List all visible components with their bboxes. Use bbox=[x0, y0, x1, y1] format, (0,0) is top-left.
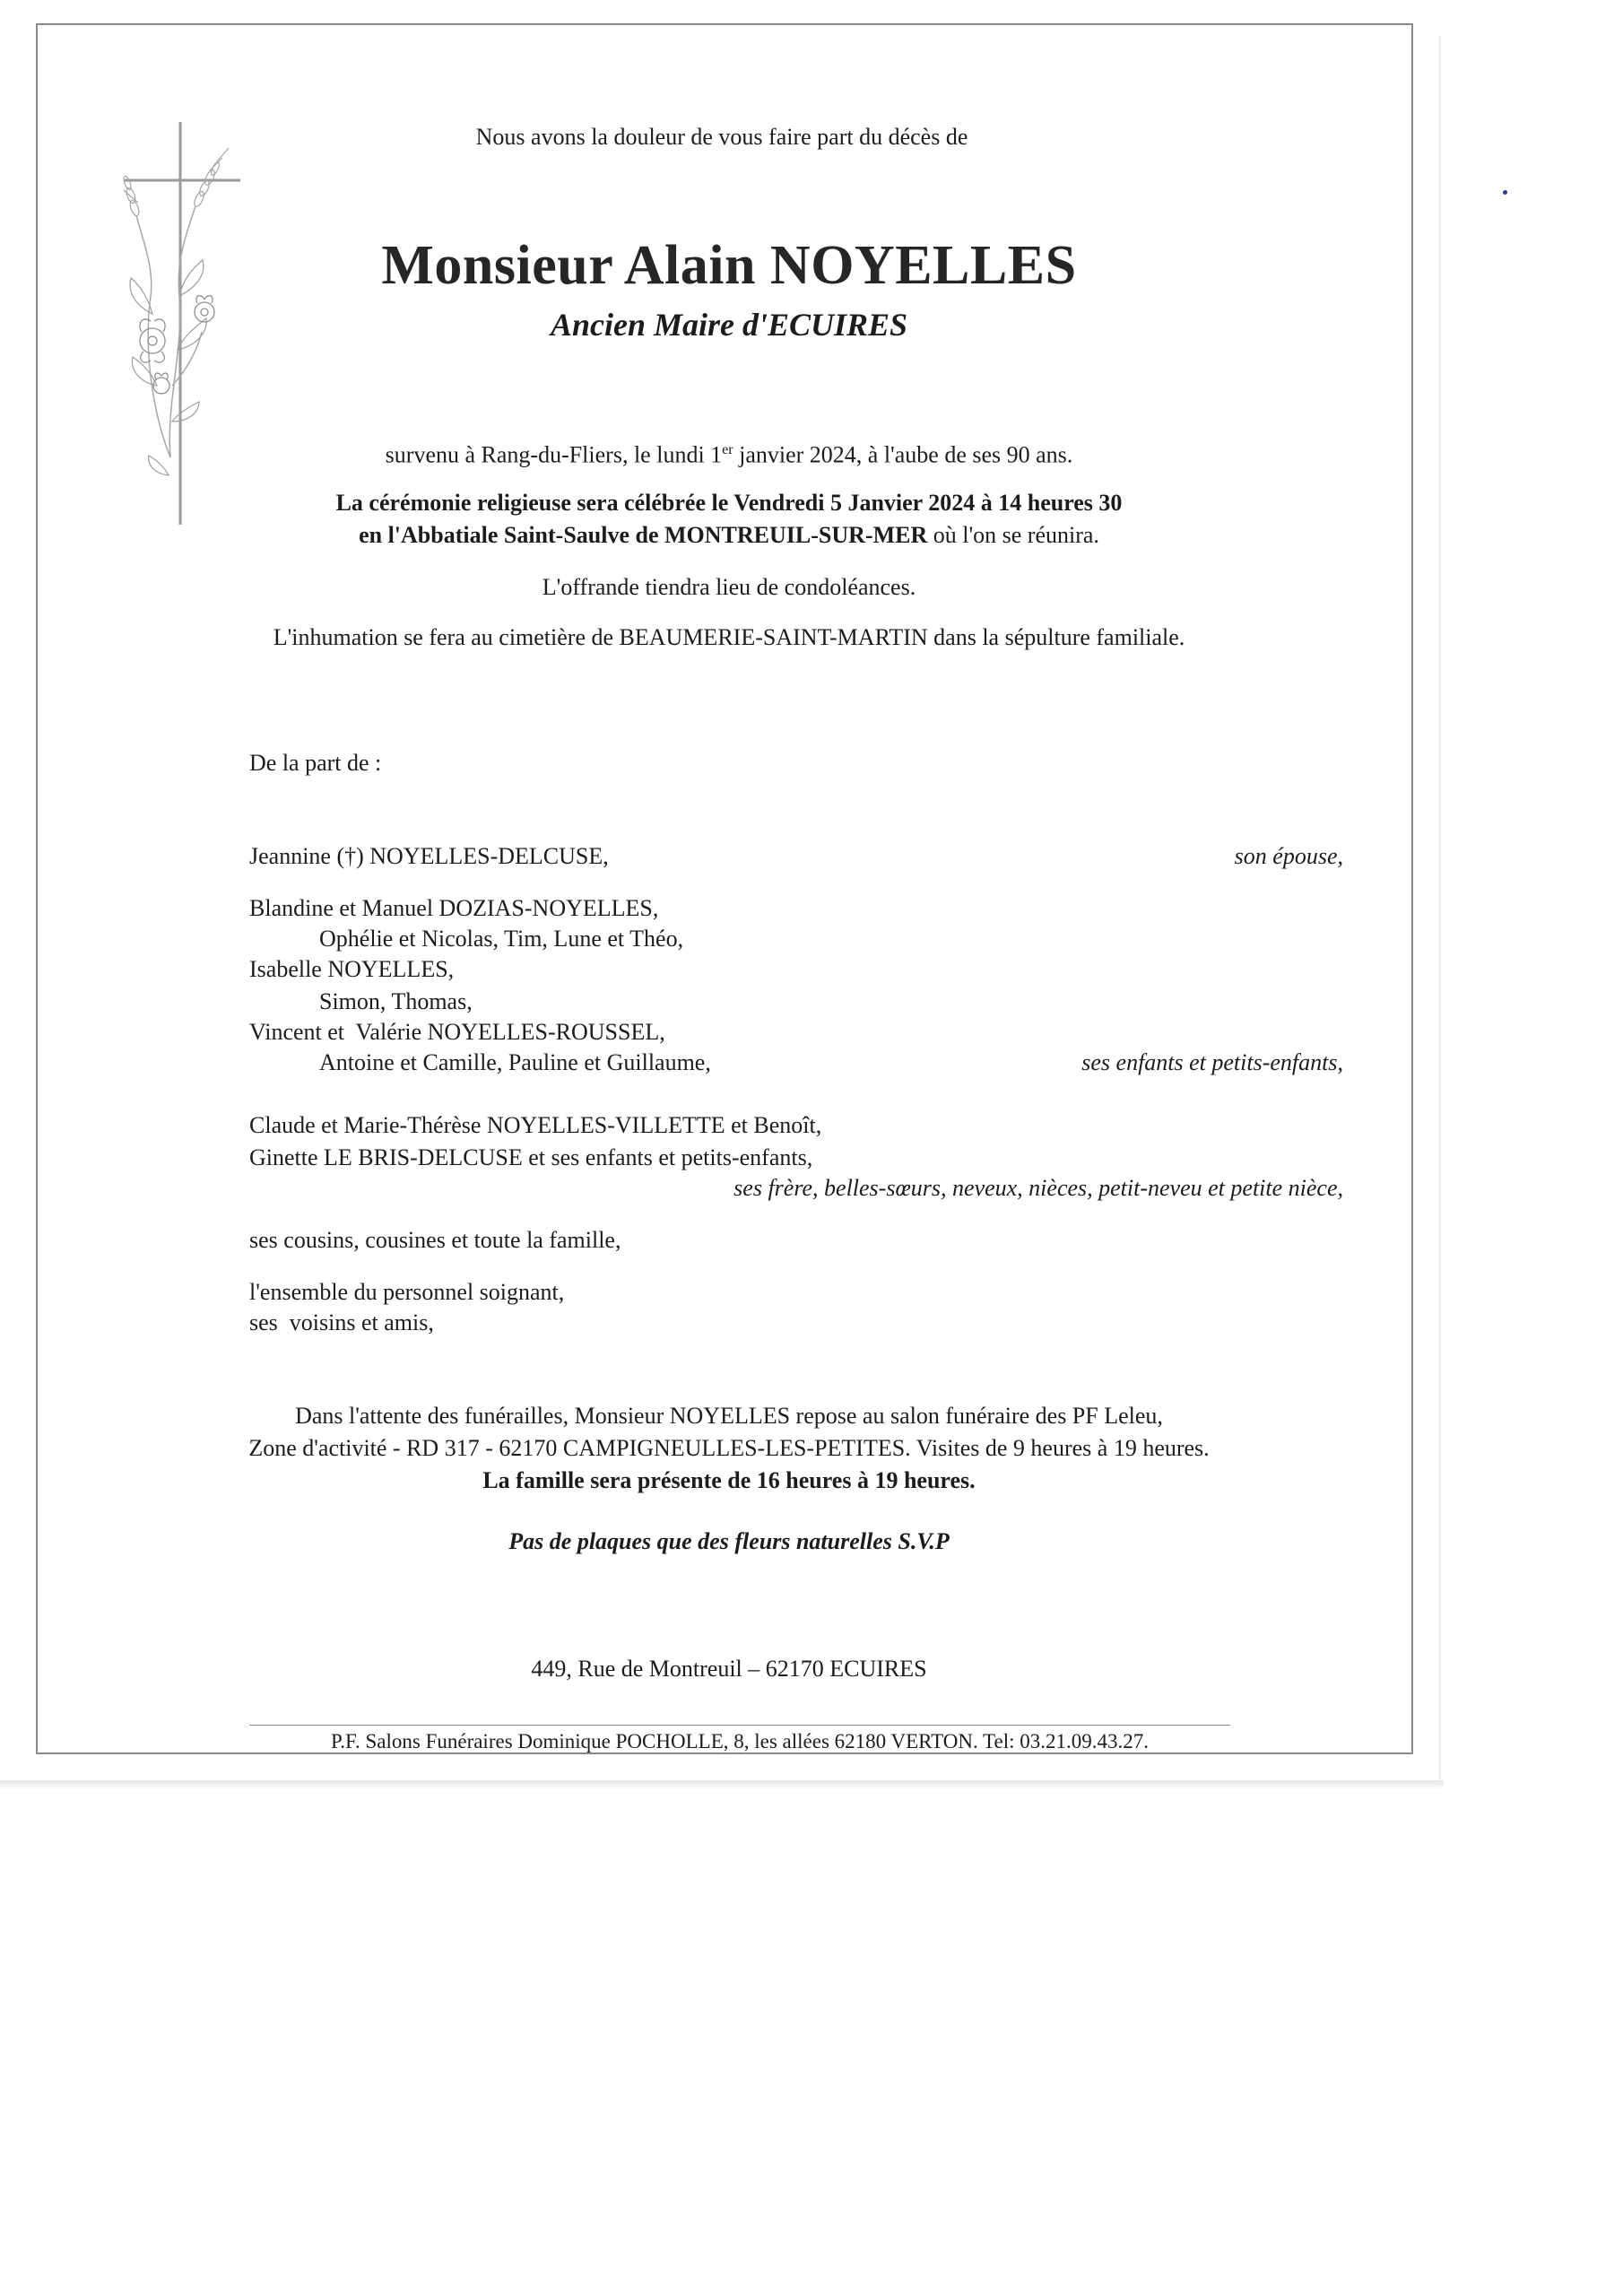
deceased-title: Ancien Maire d'ECUIRES bbox=[550, 307, 908, 343]
family-intro: De la part de : bbox=[249, 750, 382, 776]
page-right-edge bbox=[1439, 36, 1441, 1780]
family-line: Simon, Thomas, bbox=[319, 988, 473, 1014]
cousins-line: ses cousins, cousines et toute la famille, bbox=[249, 1227, 621, 1253]
staff-line: l'ensemble du personnel soignant, bbox=[249, 1279, 565, 1305]
address-line: 449, Rue de Montreuil – 62170 ECUIRES bbox=[531, 1656, 927, 1682]
footer-rule bbox=[249, 1725, 1230, 1726]
family-line: Antoine et Camille, Pauline et Guillaume, bbox=[319, 1049, 711, 1075]
visitation-line-3: La famille sera présente de 16 heures à 19 heures. bbox=[482, 1467, 976, 1493]
family-line: Blandine et Manuel DOZIAS-NOYELLES, bbox=[249, 895, 659, 921]
flowers-note: Pas de plaques que des fleurs naturelles S.V.P bbox=[508, 1528, 950, 1554]
death-text-start: survenu à Rang-du-Fliers, le lundi 1 bbox=[385, 441, 723, 468]
family-line: Vincent et Valérie NOYELLES-ROUSSEL, bbox=[249, 1019, 665, 1045]
visitation-line-1: Dans l'attente des funérailles, Monsieur NOYELLES repose au salon funéraire des PF Leleu, bbox=[295, 1403, 1163, 1429]
ceremony-place-rest: où l'on se réunira. bbox=[927, 522, 1099, 548]
burial-text: L'inhumation se fera au cimetière de BEAUMERIE-SAINT-MARTIN dans la sépulture familiale. bbox=[273, 624, 1185, 650]
family-line: Claude et Marie-Thérèse NOYELLES-VILLETTE et Benoît, bbox=[249, 1112, 822, 1138]
offering-text: L'offrande tiendra lieu de condoléances. bbox=[542, 574, 916, 600]
intro-text: Nous avons la douleur de vous faire part du décès de bbox=[475, 124, 968, 150]
spouse-role: son épouse, bbox=[1234, 843, 1343, 869]
funeral-home-footer: P.F. Salons Funéraires Dominique POCHOLLE, 8, les allées 62180 VERTON. Tel: 03.21.09.43.27. bbox=[331, 1730, 1149, 1752]
scan-speck bbox=[1503, 190, 1507, 195]
siblings-role: ses frère, belles-sœurs, neveux, nièces, petit-neveu et petite nièce, bbox=[733, 1175, 1343, 1201]
family-line: Ginette LE BRIS-DELCUSE et ses enfants et petits-enfants, bbox=[249, 1144, 813, 1170]
ceremony-line-2 bbox=[0, 524, 1458, 547]
death-text-end: janvier 2024, à l'aube de ses 90 ans. bbox=[733, 441, 1073, 468]
death-text-superscript: er bbox=[722, 442, 733, 457]
spouse-name: Jeannine (†) NOYELLES-DELCUSE, bbox=[249, 843, 609, 869]
family-line: Ophélie et Nicolas, Tim, Lune et Théo, bbox=[319, 926, 684, 952]
children-role: ses enfants et petits-enfants, bbox=[1081, 1049, 1343, 1075]
page-bottom-shadow bbox=[0, 1780, 1444, 1789]
neighbors-line: ses voisins et amis, bbox=[249, 1309, 434, 1335]
ceremony-line-1: La cérémonie religieuse sera célébrée le Vendredi 5 Janvier 2024 à 14 heures 30 bbox=[335, 490, 1123, 516]
ceremony-place: en l'Abbatiale Saint-Saulve de MONTREUIL-SUR-MER bbox=[359, 522, 928, 548]
death-announcement bbox=[0, 443, 1458, 467]
family-line: Isabelle NOYELLES, bbox=[249, 956, 455, 982]
deceased-name: Monsieur Alain NOYELLES bbox=[381, 235, 1077, 296]
visitation-line-2: Zone d'activité - RD 317 - 62170 CAMPIGNEULLES-LES-PETITES. Visites de 9 heures à 19 heures. bbox=[248, 1435, 1210, 1461]
